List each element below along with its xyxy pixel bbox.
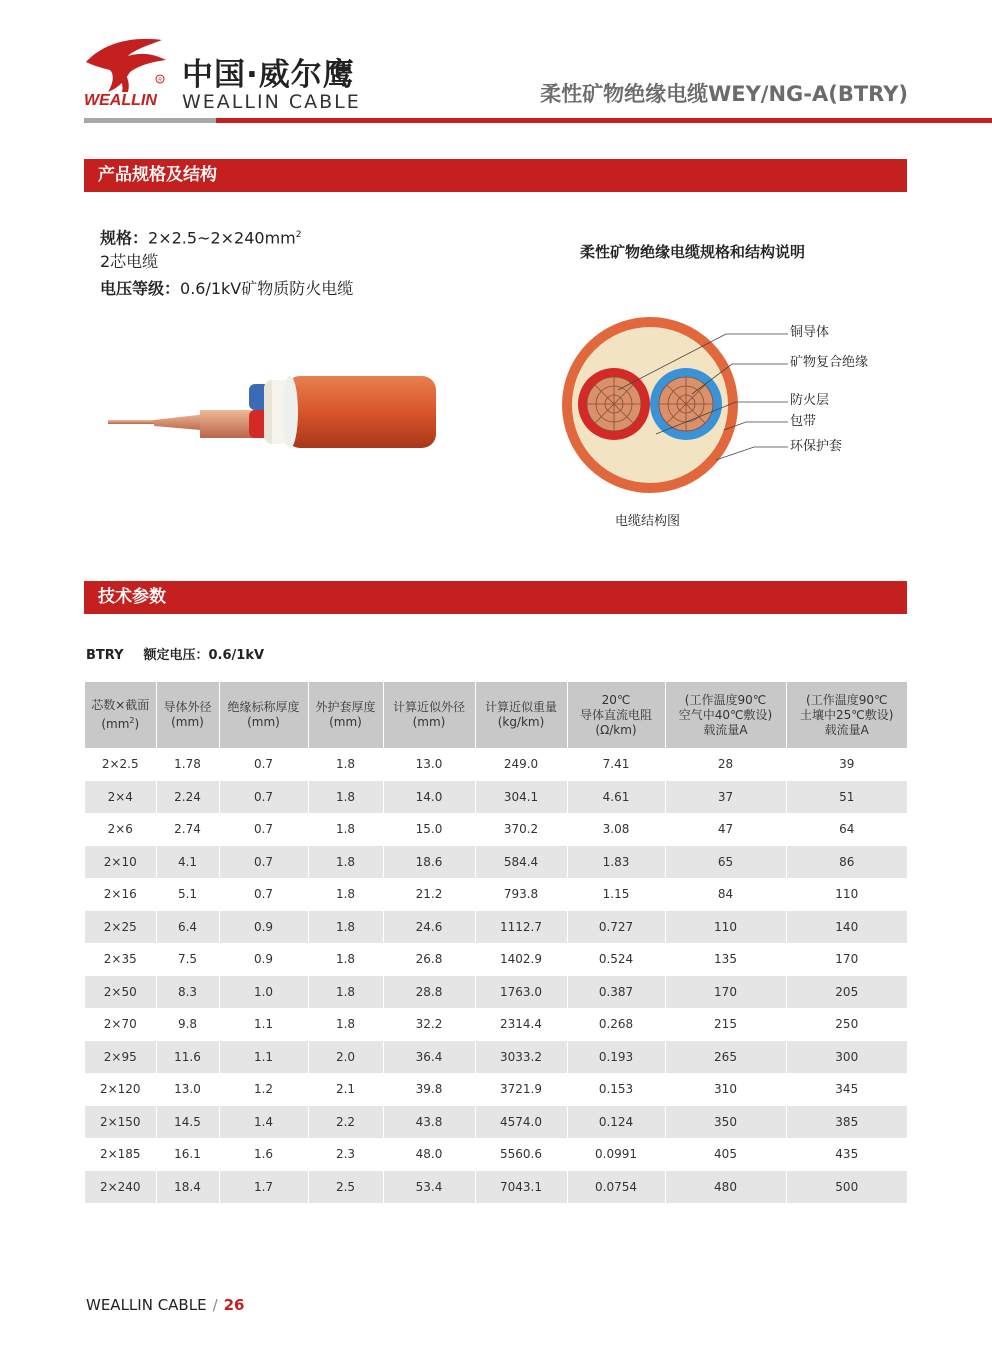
- page-footer: [86, 1294, 245, 1316]
- table-row: [85, 813, 907, 846]
- table-cell: 2×6: [85, 813, 156, 846]
- table-cell: 2×10: [85, 846, 156, 879]
- table-cell: 21.2: [383, 878, 475, 911]
- table-cell: 1.8: [308, 781, 383, 814]
- table-cell: 7043.1: [475, 1171, 567, 1204]
- section-bar-technical: [84, 581, 907, 614]
- column-header-line: 载流量A: [824, 722, 869, 737]
- table-cell: 0.7: [219, 748, 308, 781]
- table-cell: 26.8: [383, 943, 475, 976]
- table-cell: 51: [786, 781, 907, 814]
- table-cell: 28: [665, 748, 786, 781]
- table-cell: 0.124: [567, 1106, 665, 1139]
- svg-text:R: R: [158, 77, 162, 84]
- table-cell: 1.1: [219, 1041, 308, 1074]
- table-cell: 7.5: [156, 943, 219, 976]
- table-cell: 300: [786, 1041, 907, 1074]
- table-cell: 18.6: [383, 846, 475, 879]
- rated-voltage-label: 额定电压：: [143, 648, 209, 663]
- table-cell: 2.3: [308, 1138, 383, 1171]
- table-cell: 2×2.5: [85, 748, 156, 781]
- table-cell: 0.7: [219, 846, 308, 879]
- column-header-line: [87, 713, 154, 732]
- table-cell: 385: [786, 1106, 907, 1139]
- column-header-text: 土壤中25℃敷设): [800, 707, 894, 722]
- table-cell: 0.7: [219, 878, 308, 911]
- column-header-text: ): [134, 717, 140, 731]
- table-cell: 1.78: [156, 748, 219, 781]
- table-cell: 170: [786, 943, 907, 976]
- eagle-logo: [84, 32, 174, 112]
- table-cell: 9.8: [156, 1008, 219, 1041]
- voltage-value: 0.6/1kV矿物质防火电缆: [180, 279, 354, 298]
- spec-value: 2×2.5~2×240mm: [148, 228, 296, 248]
- column-header: [156, 682, 219, 748]
- table-body: [85, 748, 907, 1203]
- column-header-text: 空气中40℃敷设): [678, 707, 773, 722]
- spec-superscript: 2: [295, 230, 302, 240]
- table-row: [85, 1138, 907, 1171]
- table-cell: 47: [665, 813, 786, 846]
- table-cell: 2×240: [85, 1171, 156, 1204]
- table-cell: 250: [786, 1008, 907, 1041]
- column-header: [85, 682, 156, 748]
- column-header: [665, 682, 786, 748]
- column-header-text: (mm: [101, 717, 130, 731]
- table-cell: 39: [786, 748, 907, 781]
- table-cell: 32.2: [383, 1008, 475, 1041]
- footer-slash: /: [212, 1296, 218, 1314]
- table-cell: 249.0: [475, 748, 567, 781]
- column-header-superscript: 2: [129, 716, 135, 725]
- column-header-line: 绝缘标称厚度: [227, 700, 300, 714]
- table-cell: 2314.4: [475, 1008, 567, 1041]
- table-row: [85, 1041, 907, 1074]
- table-cell: 1.7: [219, 1171, 308, 1204]
- callout-mineral-insulation: 矿物复合绝缘: [790, 355, 869, 370]
- table-cell: 215: [665, 1008, 786, 1041]
- table-cell: 15.0: [383, 813, 475, 846]
- table-cell: 11.6: [156, 1041, 219, 1074]
- table-cell: 65: [665, 846, 786, 879]
- table-row: [85, 1171, 907, 1204]
- cable-photo: [104, 370, 444, 450]
- table-cell: 2×70: [85, 1008, 156, 1041]
- table-cell: 39.8: [383, 1073, 475, 1106]
- table-cell: 2.1: [308, 1073, 383, 1106]
- callout-fire-layer: 防火层: [790, 393, 830, 408]
- spec-label: 规格：: [100, 228, 149, 248]
- table-row: [85, 1073, 907, 1106]
- table-cell: 1.0: [219, 976, 308, 1009]
- table-header-row: [85, 682, 907, 748]
- table-cell: 1.8: [308, 878, 383, 911]
- model-voltage-line: [86, 647, 264, 665]
- table-row: [85, 878, 907, 911]
- table-cell: 0.7: [219, 813, 308, 846]
- table-cell: 2×185: [85, 1138, 156, 1171]
- column-header: [219, 682, 308, 748]
- table-cell: 3.08: [567, 813, 665, 846]
- table-cell: 110: [665, 911, 786, 944]
- table-cell: 4.1: [156, 846, 219, 879]
- table-cell: 0.153: [567, 1073, 665, 1106]
- brand-name-en: WEALLIN CABLE: [182, 91, 361, 113]
- diagram-title: 柔性矿物绝缘电缆规格和结构说明: [580, 243, 806, 261]
- column-header-line: 载流量A: [703, 722, 748, 737]
- table-row: [85, 1008, 907, 1041]
- table-cell: 1112.7: [475, 911, 567, 944]
- table-cell: 350: [665, 1106, 786, 1139]
- table-cell: 310: [665, 1073, 786, 1106]
- rated-voltage-value: 0.6/1kV: [208, 648, 265, 663]
- column-header-line: (工作温度90℃: [684, 692, 767, 707]
- table-cell: 2×25: [85, 911, 156, 944]
- column-header-line: [478, 715, 565, 730]
- table-cell: 500: [786, 1171, 907, 1204]
- table-cell: 86: [786, 846, 907, 879]
- table-cell: 2.2: [308, 1106, 383, 1139]
- table-cell: 24.6: [383, 911, 475, 944]
- table-row: [85, 943, 907, 976]
- table-cell: 0.7: [219, 781, 308, 814]
- technical-parameters-table: [85, 682, 907, 1203]
- column-header-line: 芯数×截面: [91, 698, 150, 712]
- column-header-text: (mm): [247, 715, 280, 729]
- table-cell: 36.4: [383, 1041, 475, 1074]
- table-cell: 84: [665, 878, 786, 911]
- table-cell: 2×35: [85, 943, 156, 976]
- table-cell: 6.4: [156, 911, 219, 944]
- column-header: [383, 682, 475, 748]
- column-header-line: [668, 708, 784, 723]
- table-cell: 405: [665, 1138, 786, 1171]
- column-header-line: 外护套厚度: [315, 700, 376, 714]
- table-cell: 7.41: [567, 748, 665, 781]
- table-cell: 13.0: [156, 1073, 219, 1106]
- table-row: [85, 748, 907, 781]
- table-cell: 0.268: [567, 1008, 665, 1041]
- spec-line-voltage: [100, 278, 353, 300]
- header-rule-red: [216, 118, 992, 123]
- document-title: 柔性矿物绝缘电缆WEY/NG-A(BTRY): [540, 82, 908, 106]
- table-cell: 1.83: [567, 846, 665, 879]
- column-header: [475, 682, 567, 748]
- table-cell: 2.24: [156, 781, 219, 814]
- table-cell: 793.8: [475, 878, 567, 911]
- table-cell: 370.2: [475, 813, 567, 846]
- table-cell: 265: [665, 1041, 786, 1074]
- table-cell: 2×4: [85, 781, 156, 814]
- section-title-specs: 产品规格及结构: [98, 165, 217, 185]
- cable-illustration: [104, 370, 444, 450]
- table-cell: 3721.9: [475, 1073, 567, 1106]
- table-row: [85, 781, 907, 814]
- column-header-line: (工作温度90℃: [806, 692, 888, 707]
- column-header-text: 导体直流电阻: [579, 707, 652, 722]
- table-cell: 205: [786, 976, 907, 1009]
- column-header-line: [386, 715, 473, 730]
- table-cell: 64: [786, 813, 907, 846]
- column-header-line: 20℃: [601, 692, 631, 707]
- table-cell: 14.0: [383, 781, 475, 814]
- model-code: BTRY: [86, 648, 124, 663]
- table-cell: 28.8: [383, 976, 475, 1009]
- table-cell: 0.9: [219, 943, 308, 976]
- footer-brand: WEALLIN CABLE: [86, 1296, 207, 1314]
- spec-line-size: [100, 224, 301, 249]
- table-cell: 2×50: [85, 976, 156, 1009]
- column-header: [567, 682, 665, 748]
- table-cell: 1.8: [308, 911, 383, 944]
- column-header-line: [159, 715, 217, 730]
- table-cell: 0.0991: [567, 1138, 665, 1171]
- table-cell: 584.4: [475, 846, 567, 879]
- table-cell: 480: [665, 1171, 786, 1204]
- table-cell: 1.8: [308, 813, 383, 846]
- table-cell: 0.193: [567, 1041, 665, 1074]
- table-cell: 3033.2: [475, 1041, 567, 1074]
- table-cell: 2×150: [85, 1106, 156, 1139]
- header-rule-grey: [84, 118, 216, 123]
- column-header-line: 计算近似外径: [392, 700, 465, 714]
- table-cell: 4.61: [567, 781, 665, 814]
- table-cell: 140: [786, 911, 907, 944]
- column-header-line: (Ω/km): [595, 722, 637, 737]
- page-number: 26: [223, 1296, 245, 1314]
- table-cell: 48.0: [383, 1138, 475, 1171]
- table-row: [85, 911, 907, 944]
- table-cell: 1.8: [308, 748, 383, 781]
- cable-cross-section-diagram: [556, 310, 896, 500]
- column-header-line: [222, 715, 306, 730]
- table-cell: 435: [786, 1138, 907, 1171]
- column-header-text: (kg/km): [497, 715, 545, 729]
- table-cell: 2.5: [308, 1171, 383, 1204]
- table-cell: 2.74: [156, 813, 219, 846]
- cross-section-icon: [556, 310, 896, 500]
- column-header-line: [311, 715, 381, 730]
- table-cell: 345: [786, 1073, 907, 1106]
- table-cell: 1.4: [219, 1106, 308, 1139]
- table-cell: 14.5: [156, 1106, 219, 1139]
- section-bar-specs: [84, 159, 907, 192]
- table-cell: 4574.0: [475, 1106, 567, 1139]
- table-cell: 170: [665, 976, 786, 1009]
- table-cell: 110: [786, 878, 907, 911]
- table-cell: 5.1: [156, 878, 219, 911]
- callout-wrapping-tape: 包带: [790, 414, 817, 429]
- table-cell: 37: [665, 781, 786, 814]
- table-cell: 1.8: [308, 976, 383, 1009]
- column-header: [786, 682, 907, 748]
- table-cell: 2.0: [308, 1041, 383, 1074]
- table-cell: 1.8: [308, 1008, 383, 1041]
- table-cell: 0.387: [567, 976, 665, 1009]
- table-cell: 1763.0: [475, 976, 567, 1009]
- table-row: [85, 1106, 907, 1139]
- table-cell: 53.4: [383, 1171, 475, 1204]
- table-cell: 18.4: [156, 1171, 219, 1204]
- callout-copper-conductor: 铜导体: [790, 325, 830, 340]
- table-cell: 1.2: [219, 1073, 308, 1106]
- table-cell: 0.524: [567, 943, 665, 976]
- diagram-caption: 电缆结构图: [615, 514, 681, 529]
- column-header-line: 计算近似重量: [484, 700, 557, 714]
- table-cell: 1.1: [219, 1008, 308, 1041]
- table-cell: 1.6: [219, 1138, 308, 1171]
- table-cell: 2×120: [85, 1073, 156, 1106]
- table-cell: 0.0754: [567, 1171, 665, 1204]
- table-cell: 0.9: [219, 911, 308, 944]
- logo-wordmark: WEALLIN: [84, 92, 157, 109]
- table-cell: 5560.6: [475, 1138, 567, 1171]
- column-header-line: [570, 708, 663, 723]
- callout-sheath: 环保护套: [790, 439, 843, 454]
- column-header-line: 导体外径: [163, 700, 212, 714]
- table-cell: 8.3: [156, 976, 219, 1009]
- table-cell: 2×95: [85, 1041, 156, 1074]
- brand-name-cn: 中国·威尔鹰: [182, 57, 355, 93]
- voltage-label: 电压等级：: [100, 279, 181, 298]
- column-header-text: (mm): [412, 715, 446, 729]
- table-cell: 43.8: [383, 1106, 475, 1139]
- spec-line-cores: 2芯电缆: [100, 252, 159, 271]
- column-header-text: (mm): [171, 715, 204, 729]
- table-cell: 1.15: [567, 878, 665, 911]
- table-cell: 0.727: [567, 911, 665, 944]
- column-header: [308, 682, 383, 748]
- column-header-line: [789, 708, 906, 723]
- table-row: [85, 976, 907, 1009]
- table-cell: 13.0: [383, 748, 475, 781]
- table-cell: 2×16: [85, 878, 156, 911]
- table-cell: 16.1: [156, 1138, 219, 1171]
- column-header-text: (mm): [329, 715, 362, 729]
- table-row: [85, 846, 907, 879]
- table-cell: 1402.9: [475, 943, 567, 976]
- table-cell: 1.8: [308, 846, 383, 879]
- table-cell: 1.8: [308, 943, 383, 976]
- section-title-technical: 技术参数: [98, 587, 166, 607]
- table-cell: 304.1: [475, 781, 567, 814]
- table-cell: 135: [665, 943, 786, 976]
